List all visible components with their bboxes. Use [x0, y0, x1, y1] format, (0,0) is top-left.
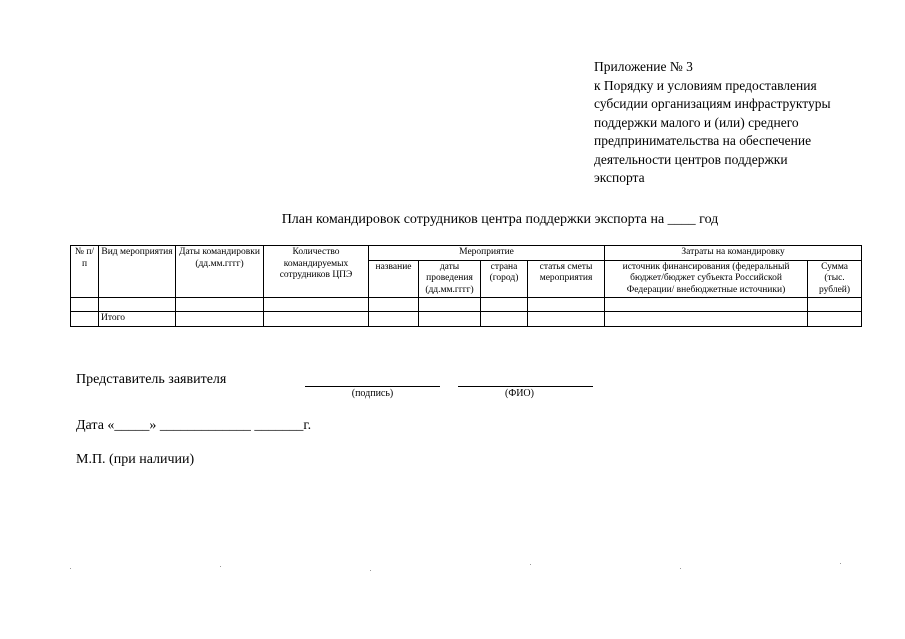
table-cell[interactable] [369, 312, 419, 327]
header-event-name: название [369, 260, 419, 298]
appendix-line: деятельности центров поддержки [594, 151, 788, 167]
table-cell[interactable] [605, 298, 808, 312]
signature-caption: (подпись) [351, 388, 394, 399]
applicant-label: Представитель заявителя [76, 372, 227, 387]
header-funding-source: источник финансирования (федеральный бюджет/бюджет субъекта Российской Федерации/ внебюджетные источники) [605, 260, 808, 298]
table-cell[interactable] [481, 312, 528, 327]
appendix-line: экспорта [594, 170, 645, 185]
table-cell [71, 312, 99, 327]
header-event: Мероприятие [369, 246, 605, 261]
table-cell[interactable] [369, 298, 419, 312]
header-trip-dates: Даты командировки (дд.мм.гггг) [176, 246, 264, 298]
table-cell[interactable] [176, 298, 264, 312]
header-costs: Затраты на командировку [605, 246, 862, 261]
table-row [71, 298, 862, 312]
scan-noise [60, 560, 860, 600]
document-title: План командировок сотрудников центра поддержки экспорта на ____ год [281, 212, 719, 227]
table-cell[interactable] [419, 312, 481, 327]
appendix-line: Приложение № 3 [594, 59, 693, 74]
name-caption: (ФИО) [504, 388, 534, 399]
table-cell[interactable] [528, 312, 605, 327]
header-event-dates: даты проведения (дд.мм.гггг) [419, 260, 481, 298]
table-cell[interactable] [808, 312, 862, 327]
table-cell[interactable] [264, 298, 369, 312]
header-staff-count: Количество командируемых сотрудников ЦПЭ [264, 246, 369, 298]
appendix-block [594, 58, 894, 188]
header-event-type: Вид мероприятия [99, 246, 176, 298]
table-cell[interactable] [808, 298, 862, 312]
appendix-line: субсидии организациям инфраструктуры [594, 96, 831, 111]
appendix-line: предпринимательства на обеспечение [594, 133, 812, 148]
table-cell[interactable] [605, 312, 808, 327]
header-event-country: страна (город) [481, 260, 528, 298]
table-cell[interactable] [481, 298, 528, 312]
signature-line[interactable] [305, 386, 440, 387]
table-cell[interactable] [71, 298, 99, 312]
header-sum: Сумма (тыс. рублей) [808, 260, 862, 298]
total-label: Итого [99, 312, 176, 327]
table-cell[interactable] [264, 312, 369, 327]
header-event-budget: статья сметы мероприятия [528, 260, 605, 298]
table-cell[interactable] [99, 298, 176, 312]
appendix-line: к Порядку и условиям предоставления [594, 77, 817, 93]
plan-table [70, 245, 862, 327]
date-line: Дата «_____» _____________ _______г. [76, 418, 312, 433]
table-cell[interactable] [419, 298, 481, 312]
stamp-label: М.П. (при наличии) [76, 452, 195, 467]
name-line[interactable] [458, 386, 593, 387]
total-row [71, 312, 862, 327]
table-cell[interactable] [176, 312, 264, 327]
appendix-line: поддержки малого и (или) среднего [594, 114, 799, 130]
header-num: № п/п [71, 246, 99, 298]
table-cell[interactable] [528, 298, 605, 312]
